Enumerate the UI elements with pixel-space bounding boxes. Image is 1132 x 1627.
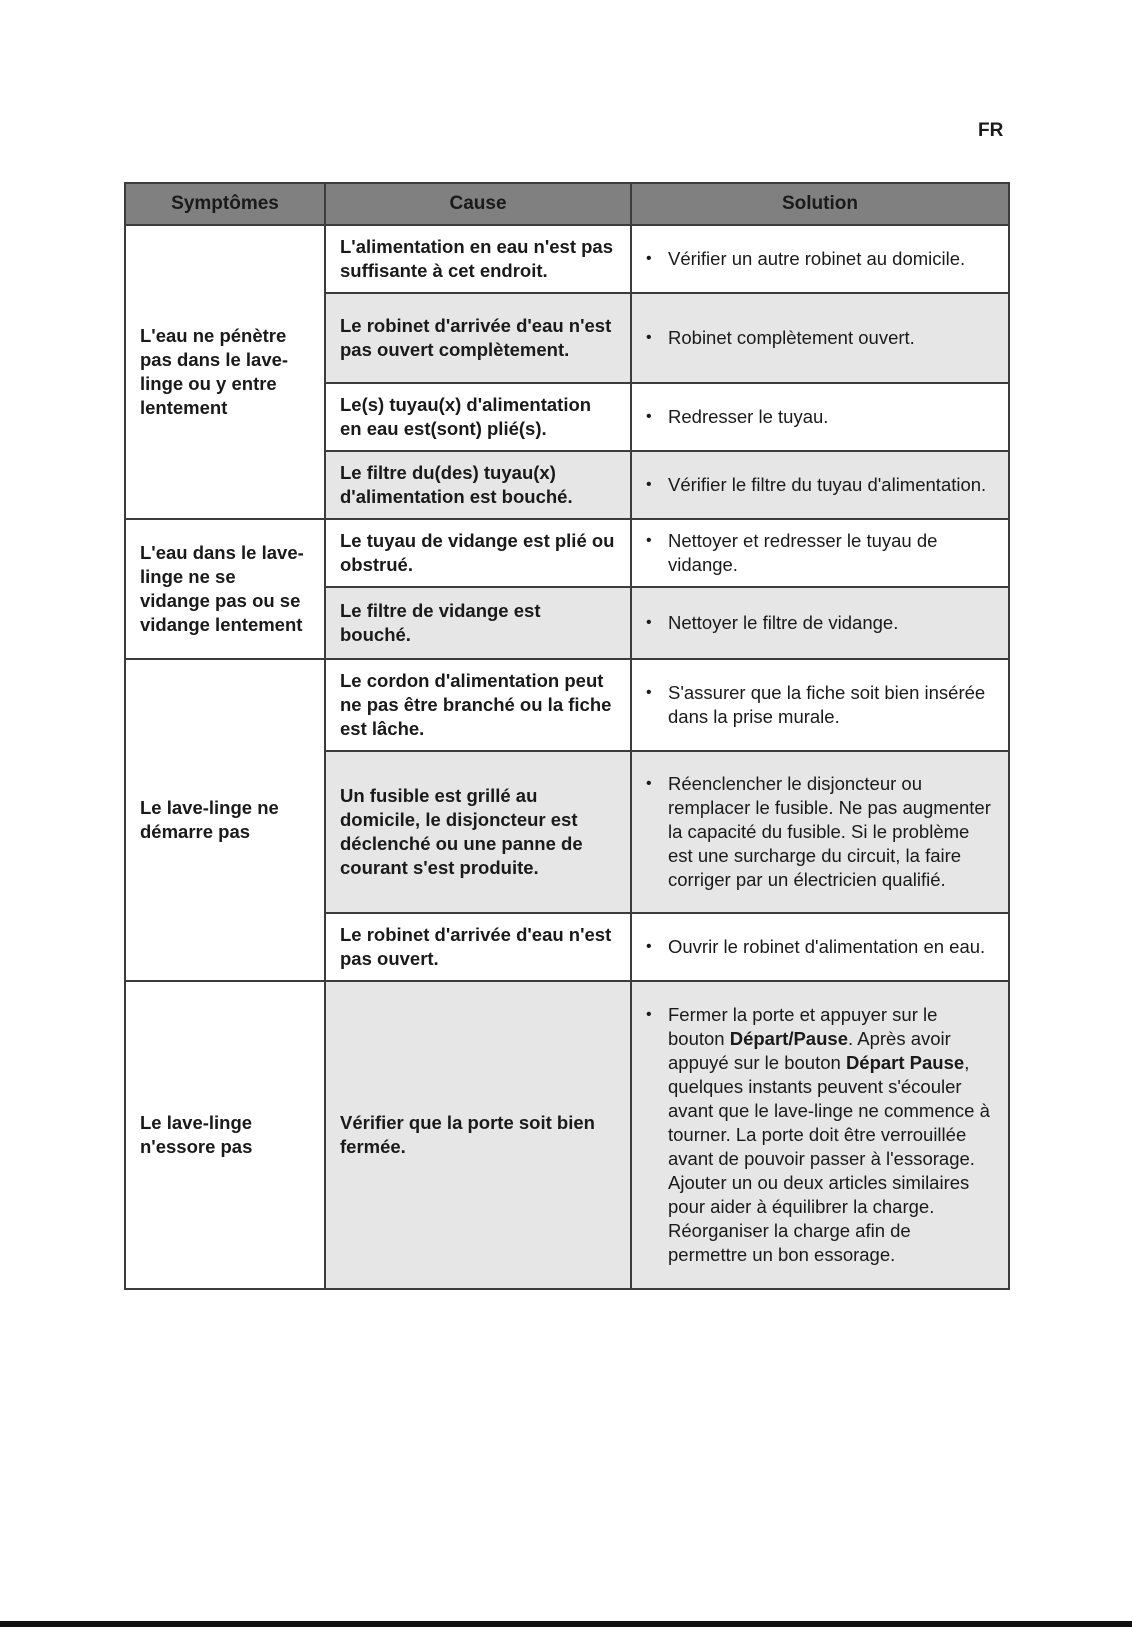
- bullet-icon: •: [646, 1006, 652, 1023]
- solution-text: Robinet complètement ouvert.: [668, 327, 915, 348]
- solution-text: Réenclencher le disjoncteur ou remplacer le fusible. Ne pas augmenter la capacité du fusible. Si le problème est une surcharge du circuit, la faire corriger par un électricien qualifié.: [668, 773, 991, 890]
- solution-text: Nettoyer le filtre de vidange.: [668, 612, 899, 633]
- solution-cell: [631, 519, 1009, 587]
- bullet-icon: •: [646, 408, 652, 425]
- solution-cell: [631, 659, 1009, 751]
- solution-cell: [631, 981, 1009, 1289]
- cause-cell: Le cordon d'alimentation peut ne pas être branché ou la fiche est lâche.: [325, 659, 631, 751]
- solution-cell: [631, 587, 1009, 659]
- table-row: [125, 225, 1009, 293]
- solution-text-part: . Après avoir appuyé sur le bouton: [668, 1028, 951, 1073]
- cause-cell: Un fusible est grillé au domicile, le disjoncteur est déclenché ou une panne de courant s'est produite.: [325, 751, 631, 913]
- symptom-cell: L'eau ne pénètre pas dans le lave-linge ou y entre lentement: [125, 225, 325, 519]
- bullet-icon: •: [646, 614, 652, 631]
- bullet-icon: •: [646, 775, 652, 792]
- bullet-icon: •: [646, 532, 652, 549]
- bullet-icon: •: [646, 476, 652, 493]
- table-header-row: [125, 183, 1009, 225]
- table-row: [125, 981, 1009, 1289]
- table-row: [125, 659, 1009, 751]
- solution-text: Redresser le tuyau.: [668, 406, 829, 427]
- symptom-cell: Le lave-linge n'essore pas: [125, 981, 325, 1289]
- page-language-code: FR: [978, 120, 1004, 141]
- bullet-icon: •: [646, 250, 652, 267]
- cause-cell: Le robinet d'arrivée d'eau n'est pas ouvert.: [325, 913, 631, 981]
- solution-text-part: Fermer la porte et appuyer sur le bouton: [668, 1004, 938, 1049]
- solution-cell: [631, 913, 1009, 981]
- solution-text-part: , quelques instants peuvent s'écouler avant que le lave-linge ne commence à tourner. La porte doit être verrouillée avant de pouvoir passer à l'essorage. Ajouter un ou deux articles similaires pour aider à équilibrer la charge. Réorganiser la charge afin de permettre un bon essorage.: [668, 1052, 990, 1265]
- bottom-rule: [0, 1621, 1132, 1627]
- solution-text: Nettoyer et redresser le tuyau de vidange.: [668, 530, 938, 575]
- depart-pause-button-label: Départ/Pause: [729, 1028, 848, 1049]
- cause-cell: Le filtre du(des) tuyau(x) d'alimentation est bouché.: [325, 451, 631, 519]
- cause-cell: Le robinet d'arrivée d'eau n'est pas ouvert complètement.: [325, 293, 631, 383]
- solution-text: Vérifier le filtre du tuyau d'alimentation.: [668, 474, 987, 495]
- solution-text: [668, 1003, 994, 1267]
- bullet-icon: •: [646, 684, 652, 701]
- table-row: [125, 519, 1009, 587]
- solution-cell: [631, 751, 1009, 913]
- solution-text: Vérifier un autre robinet au domicile.: [668, 248, 966, 269]
- depart-pause-button-label: Départ Pause: [845, 1052, 965, 1073]
- symptom-cell: Le lave-linge ne démarre pas: [125, 659, 325, 981]
- symptom-cell: L'eau dans le lave-linge ne se vidange pas ou se vidange lentement: [125, 519, 325, 659]
- solution-text: S'assurer que la fiche soit bien insérée dans la prise murale.: [668, 682, 986, 727]
- cause-cell: L'alimentation en eau n'est pas suffisante à cet endroit.: [325, 225, 631, 293]
- bullet-icon: •: [646, 938, 652, 955]
- cause-cell: Le tuyau de vidange est plié ou obstrué.: [325, 519, 631, 587]
- cause-cell: Le(s) tuyau(x) d'alimentation en eau est(sont) plié(s).: [325, 383, 631, 451]
- solution-cell: [631, 293, 1009, 383]
- solution-cell: [631, 383, 1009, 451]
- solution-cell: [631, 225, 1009, 293]
- header-cause: Cause: [325, 183, 631, 225]
- header-symptoms: Symptômes: [125, 183, 325, 225]
- bullet-icon: •: [646, 329, 652, 346]
- header-solution: Solution: [631, 183, 1009, 225]
- solution-cell: [631, 451, 1009, 519]
- solution-text: Ouvrir le robinet d'alimentation en eau.: [668, 936, 986, 957]
- troubleshooting-table: [124, 182, 1010, 1290]
- cause-cell: Le filtre de vidange est bouché.: [325, 587, 631, 659]
- cause-cell: Vérifier que la porte soit bien fermée.: [325, 981, 631, 1289]
